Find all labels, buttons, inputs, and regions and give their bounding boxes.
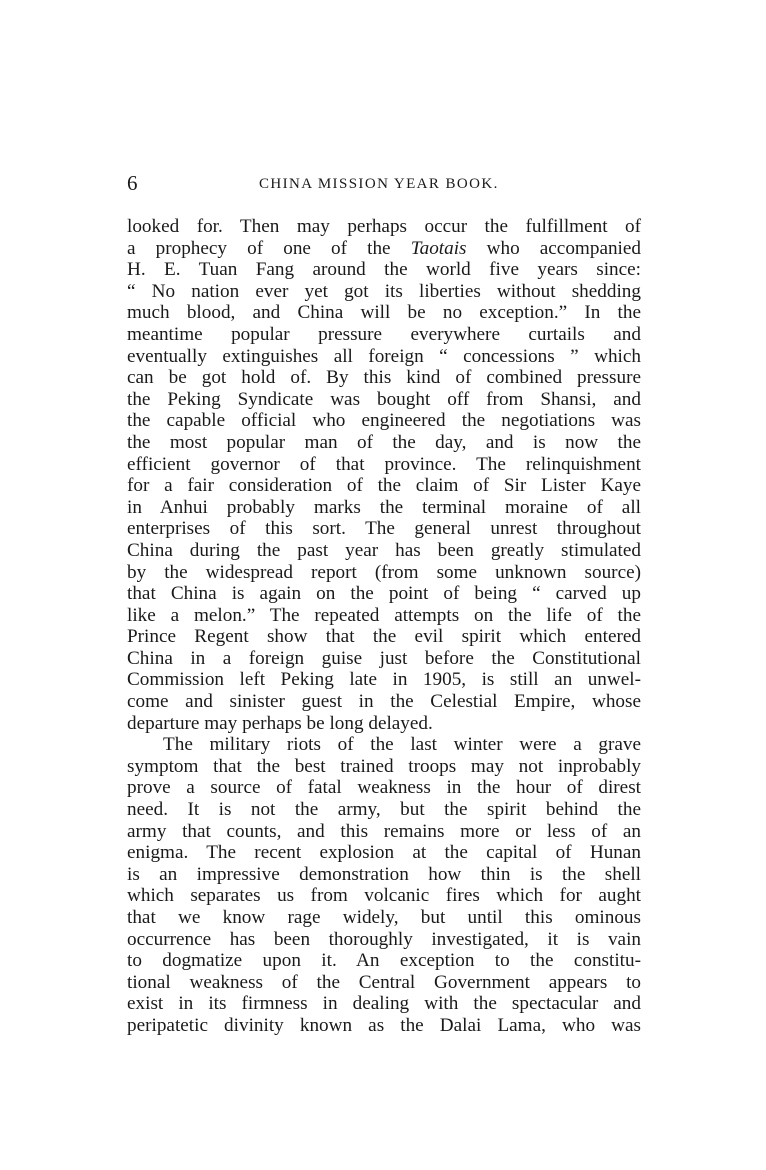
text-line: is an impressive demonstration how thin is the shell <box>127 863 641 885</box>
text-line: need. It is not the army, but the spirit behind the <box>127 799 641 821</box>
text-line: much blood, and China will be no exception.” In the <box>127 302 641 324</box>
text-line: peripatetic divinity known as the Dalai Lama, who was <box>127 1014 641 1036</box>
text-line: can be got hold of. By this kind of combined pressure <box>127 367 641 389</box>
text-line: that China is again on the point of being “ carved up <box>127 583 641 605</box>
text-line: come and sinister guest in the Celestial Empire, whose <box>127 691 641 713</box>
text-line-with-italic <box>127 238 641 260</box>
text-line: enigma. The recent explosion at the capital of Hunan <box>127 842 641 864</box>
text-line: tional weakness of the Central Government appears to <box>127 971 641 993</box>
text-line: The military riots of the last winter were a grave <box>163 734 641 756</box>
text-line: for a fair consideration of the claim of Sir Lister Kaye <box>127 475 641 497</box>
text-line: by the widespread report (from some unknown source) <box>127 561 641 583</box>
text-line: departure may perhaps be long delayed. <box>127 712 433 734</box>
body-text <box>127 216 641 1037</box>
text-line: occurrence has been thoroughly investigated, it is vain <box>127 928 641 950</box>
text-line: exist in its firmness in dealing with the spectacular and <box>127 993 641 1015</box>
text-line: like a melon.” The repeated attempts on the life of the <box>127 604 641 626</box>
text-line: to dogmatize upon it. An exception to the constitu- <box>127 950 641 972</box>
text-line: the capable official who engineered the negotiations was <box>127 410 641 432</box>
text-fragment: who accompanied <box>466 237 641 259</box>
text-line: enterprises of this sort. The general unrest throughout <box>127 518 641 540</box>
paragraph <box>127 216 641 734</box>
text-line: which separates us from volcanic fires which for aught <box>127 885 641 907</box>
text-line: China in a foreign guise just before the Constitutional <box>127 647 641 669</box>
running-head <box>127 170 641 200</box>
book-page <box>127 170 641 1037</box>
text-line: “ No nation ever yet got its liberties without shedding <box>127 280 641 302</box>
italic-term: Taotais <box>410 237 467 259</box>
running-title: CHINA MISSION YEAR BOOK. <box>259 176 499 192</box>
text-line: in Anhui probably marks the terminal moraine of all <box>127 496 641 518</box>
text-line: China during the past year has been greatly stimulated <box>127 539 641 561</box>
text-line: efficient governor of that province. The relinquishment <box>127 453 641 475</box>
text-line: eventually extinguishes all foreign “ concessions ” which <box>127 345 641 367</box>
text-line: looked for. Then may perhaps occur the fulfillment of <box>127 216 641 237</box>
text-line: symptom that the best trained troops may not inprobably <box>127 755 641 777</box>
text-line: prove a source of fatal weakness in the hour of direst <box>127 777 641 799</box>
text-line: Commission left Peking late in 1905, is still an unwel- <box>127 669 641 691</box>
text-line: that we know rage widely, but until this ominous <box>127 907 641 928</box>
paragraph <box>127 734 641 1036</box>
text-line: the most popular man of the day, and is now the <box>127 431 641 453</box>
text-line: H. E. Tuan Fang around the world five years since: <box>127 259 641 281</box>
text-line: meantime popular pressure everywhere curtails and <box>127 323 641 345</box>
page-number: 6 <box>127 171 138 195</box>
text-fragment: a prophecy of one of the <box>127 237 411 259</box>
text-line: Prince Regent show that the evil spirit which entered <box>127 626 641 648</box>
text-line: army that counts, and this remains more or less of an <box>127 820 641 842</box>
text-line: the Peking Syndicate was bought off from Shansi, and <box>127 388 641 410</box>
